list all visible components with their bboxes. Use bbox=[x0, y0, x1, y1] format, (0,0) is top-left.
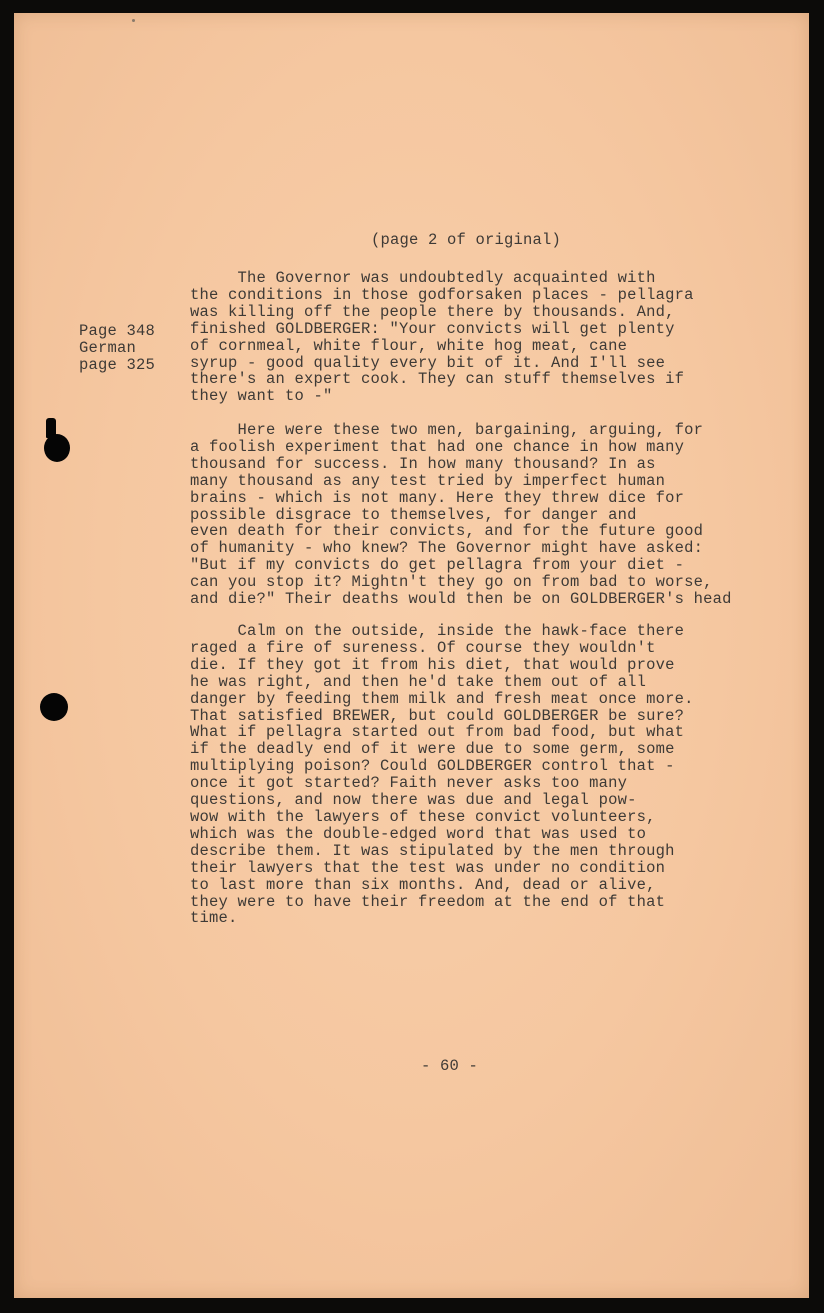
text-line: even death for their convicts, and for the future good bbox=[190, 522, 704, 541]
text-line: there's an expert cook. They can stuff themselves if bbox=[190, 370, 685, 389]
text-line: the conditions in those godforsaken places - pellagra bbox=[190, 285, 694, 304]
text-line: can you stop it? Mightn't they go on from bad to worse, bbox=[190, 573, 713, 592]
text-line: Calm on the outside, inside the hawk-face there bbox=[190, 622, 685, 640]
text-line: and die?" Their deaths would then be on GOLDBERGER's head bbox=[190, 590, 732, 609]
text-line: he was right, and then he'd take them out of all bbox=[190, 672, 647, 691]
paragraph-3 bbox=[190, 623, 694, 927]
page-header: (page 2 of original) bbox=[371, 231, 562, 249]
margin-note-line: Page 348 bbox=[79, 322, 156, 340]
text-line: multiplying poison? Could GOLDBERGER control that - bbox=[190, 757, 675, 776]
text-line: thousand for success. In how many thousand? In as bbox=[190, 454, 656, 473]
text-line: time. bbox=[190, 909, 238, 928]
text-line: possible disgrace to themselves, for danger and bbox=[190, 505, 637, 524]
text-line: finished GOLDBERGER: "Your convicts will get plenty bbox=[190, 319, 675, 338]
binder-hole-top bbox=[44, 434, 70, 462]
text-line: danger by feeding them milk and fresh meat once more. bbox=[190, 689, 694, 708]
page-number: - 60 - bbox=[421, 1057, 479, 1075]
text-line: once it got started? Faith never asks too many bbox=[190, 774, 628, 793]
text-line: many thousand as any test tried by imperfect human bbox=[190, 471, 666, 490]
text-line: The Governor was undoubtedly acquainted with bbox=[190, 269, 656, 287]
text-line: was killing off the people there by thousands. And, bbox=[190, 302, 675, 321]
text-line: Here were these two men, bargaining, arguing, for bbox=[190, 421, 704, 439]
text-line: "But if my convicts do get pellagra from your diet - bbox=[190, 556, 685, 575]
text-line: That satisfied BREWER, but could GOLDBERGER be sure? bbox=[190, 706, 685, 725]
text-line: questions, and now there was due and legal pow- bbox=[190, 791, 637, 810]
text-line: What if pellagra started out from bad food, but what bbox=[190, 723, 685, 742]
binder-hole-bottom bbox=[40, 693, 68, 721]
margin-note-line: German bbox=[79, 338, 137, 357]
text-line: of humanity - who knew? The Governor might have asked: bbox=[190, 539, 704, 558]
text-line: they want to -" bbox=[190, 387, 333, 406]
text-line: brains - which is not many. Here they threw dice for bbox=[190, 488, 685, 507]
typescript-page bbox=[14, 13, 809, 1298]
paper-speck bbox=[132, 19, 135, 22]
text-line: describe them. It was stipulated by the men through bbox=[190, 841, 675, 860]
text-line: they were to have their freedom at the end of that bbox=[190, 892, 666, 911]
text-line: syrup - good quality every bit of it. And I'll see bbox=[190, 353, 666, 372]
paragraph-2 bbox=[190, 422, 732, 608]
text-line: a foolish experiment that had one chance in how many bbox=[190, 437, 685, 456]
text-line: die. If they got it from his diet, that would prove bbox=[190, 655, 675, 674]
text-line: of cornmeal, white flour, white hog meat, cane bbox=[190, 336, 628, 355]
paragraph-1 bbox=[190, 270, 694, 405]
margin-note bbox=[79, 323, 155, 374]
text-line: raged a fire of sureness. Of course they wouldn't bbox=[190, 638, 656, 657]
text-line: wow with the lawyers of these convict volunteers, bbox=[190, 807, 656, 826]
text-line: their lawyers that the test was under no condition bbox=[190, 858, 666, 877]
margin-note-line: page 325 bbox=[79, 355, 156, 374]
text-line: which was the double-edged word that was used to bbox=[190, 824, 647, 843]
text-line: to last more than six months. And, dead or alive, bbox=[190, 875, 656, 894]
text-line: if the deadly end of it were due to some germ, some bbox=[190, 740, 675, 759]
